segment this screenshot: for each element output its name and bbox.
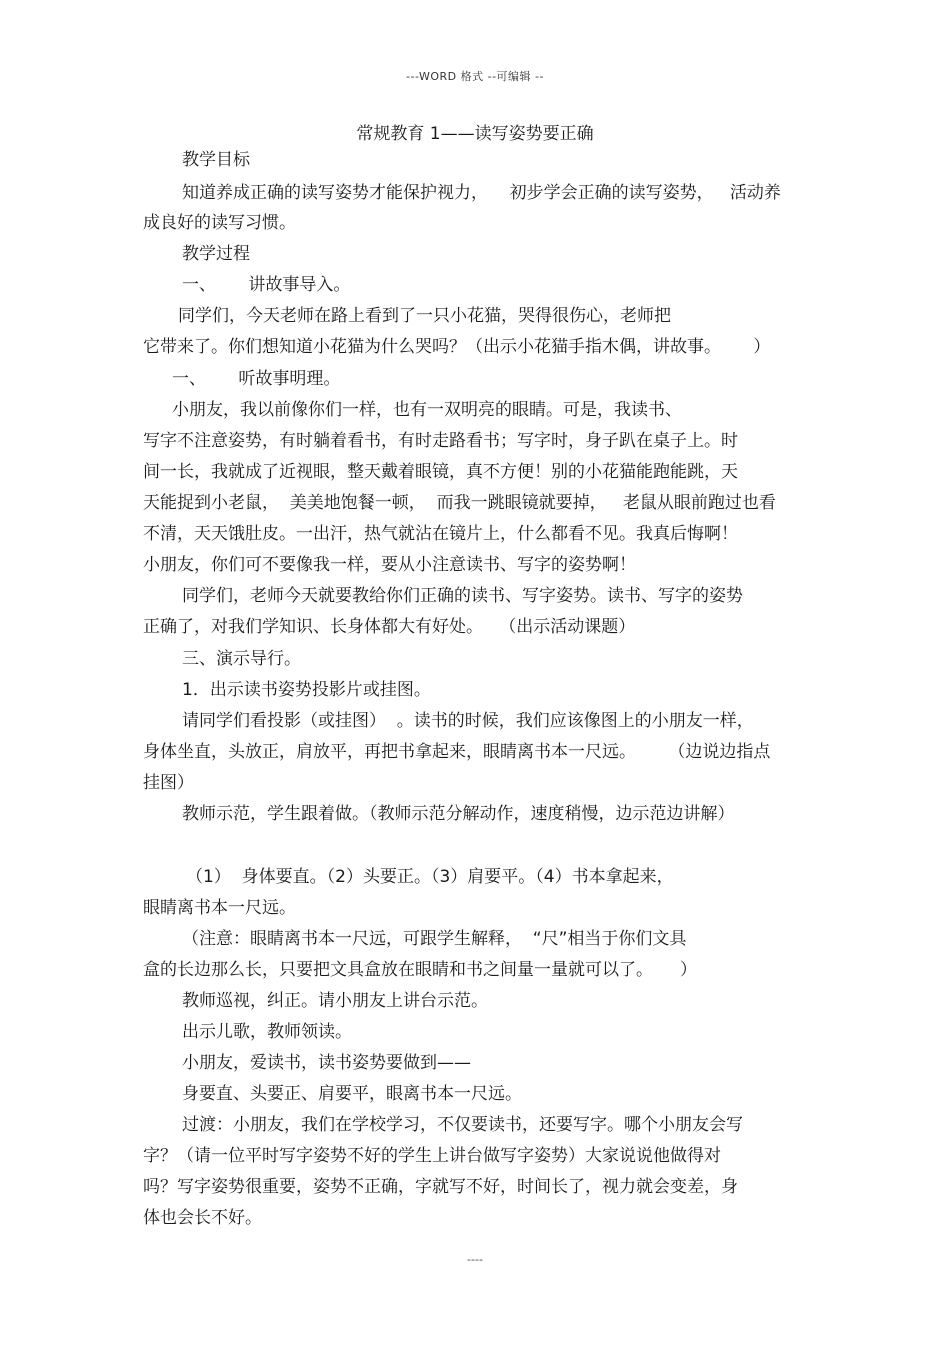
paragraph-line: （1） 身体要直。（2）头要正。（3）肩要平。（4）书本拿起来， [186,867,674,887]
paragraph-line: 写字不注意姿势，有时躺着看书，有时走路看书；写字时，身子趴在桌子上。时 [143,431,738,451]
paragraph-line: 同学们，老师今天就要教给你们正确的读书、写字姿势。读书、写字的姿势 [182,586,743,606]
paragraph-line: 眼睛离书本一尺远。 [143,898,296,918]
paragraph-line: 它带来了。你们想知道小花猫为什么哭吗？（出示小花猫手指木偶，讲故事。 ） [143,337,771,357]
subsection-heading: 一、 讲故事导入。 [182,275,351,295]
paragraph-line: 同学们，今天老师在路上看到了一只小花猫，哭得很伤心，老师把 [178,306,671,326]
list-item: 1．出示读书姿势投影片或挂图。 [182,680,431,700]
paragraph-line: 过渡：小朋友，我们在学校学习，不仅要读书，还要写字。哪个小朋友会写 [182,1115,743,1135]
paragraph-line: 身体坐直，头放正，肩放平，再把书拿起来，眼睛离书本一尺远。 （边说边指点 [143,742,771,762]
paragraph-line: 正确了，对我们学知识、长身体都大有好处。 （出示活动课题） [143,617,636,637]
paragraph-line: 小朋友，你们可不要像我一样，要从小注意读书、写字的姿势啊！ [143,555,636,575]
paragraph-line: 教师示范，学生跟着做。（教师示范分解动作，速度稍慢，边示范边讲解） [182,804,735,824]
paragraph-line: 吗？写字姿势很重要，姿势不正确，字就写不好，时间长了，视力就会变差，身 [143,1177,738,1197]
paragraph-line: 小朋友，爱读书，读书姿势要做到—— [182,1053,471,1073]
page-header: ---WORD 格式 --可编辑 -- [406,70,544,83]
section-heading-process: 教学过程 [182,244,250,264]
document-title: 常规教育 1——读写姿势要正确 [356,124,594,144]
paragraph-line: 天能捉到小老鼠， 美美地饱餐一顿， 而我一跳眼镜就要掉， 老鼠从眼前跑过也看 [143,493,776,513]
paragraph-line: 小朋友，我以前像你们一样，也有一双明亮的眼睛。可是，我读书、 [172,400,682,420]
paragraph-line: 挂图） [143,773,194,793]
section-heading-objectives: 教学目标 [182,150,250,170]
paragraph-line: 请同学们看投影（或挂图） 。读书的时候，我们应该像图上的小朋友一样， [182,711,754,731]
paragraph-line: 不清，天天饿肚皮。一出汗，热气就沾在镜片上，什么都看不见。我真后悔啊！ [143,524,738,544]
subsection-heading: 三、演示导行。 [182,649,301,669]
paragraph-line: 字？（请一位平时写字姿势不好的学生上讲台做写字姿势）大家说说他做得对 [143,1146,721,1166]
paragraph-line: （注意：眼睛离书本一尺远，可跟学生解释， “尺”相当于你们文具 [182,929,687,949]
paragraph-line: 间一长，我就成了近视眼，整天戴着眼镜，真不方便！别的小花猫能跑能跳，天 [143,462,738,482]
page-footer: ---- [467,1253,483,1266]
paragraph-line: 成良好的读写习惯。 [143,213,296,233]
subsection-heading: 一、 听故事明理。 [172,369,341,389]
paragraph-line: 教师巡视，纠正。请小朋友上讲台示范。 [182,991,488,1011]
paragraph-line: 体也会长不好。 [143,1208,262,1228]
paragraph-line: 出示儿歌，教师领读。 [182,1022,352,1042]
paragraph-line: 盒的长边那么长，只要把文具盒放在眼睛和书之间量一量就可以了。 ） [143,960,698,980]
paragraph-line: 身要直、头要正、肩要平，眼离书本一尺远。 [182,1084,522,1104]
paragraph-line: 知道养成正确的读写姿势才能保护视力， 初步学会正确的读写姿势， 活动养 [182,183,781,203]
